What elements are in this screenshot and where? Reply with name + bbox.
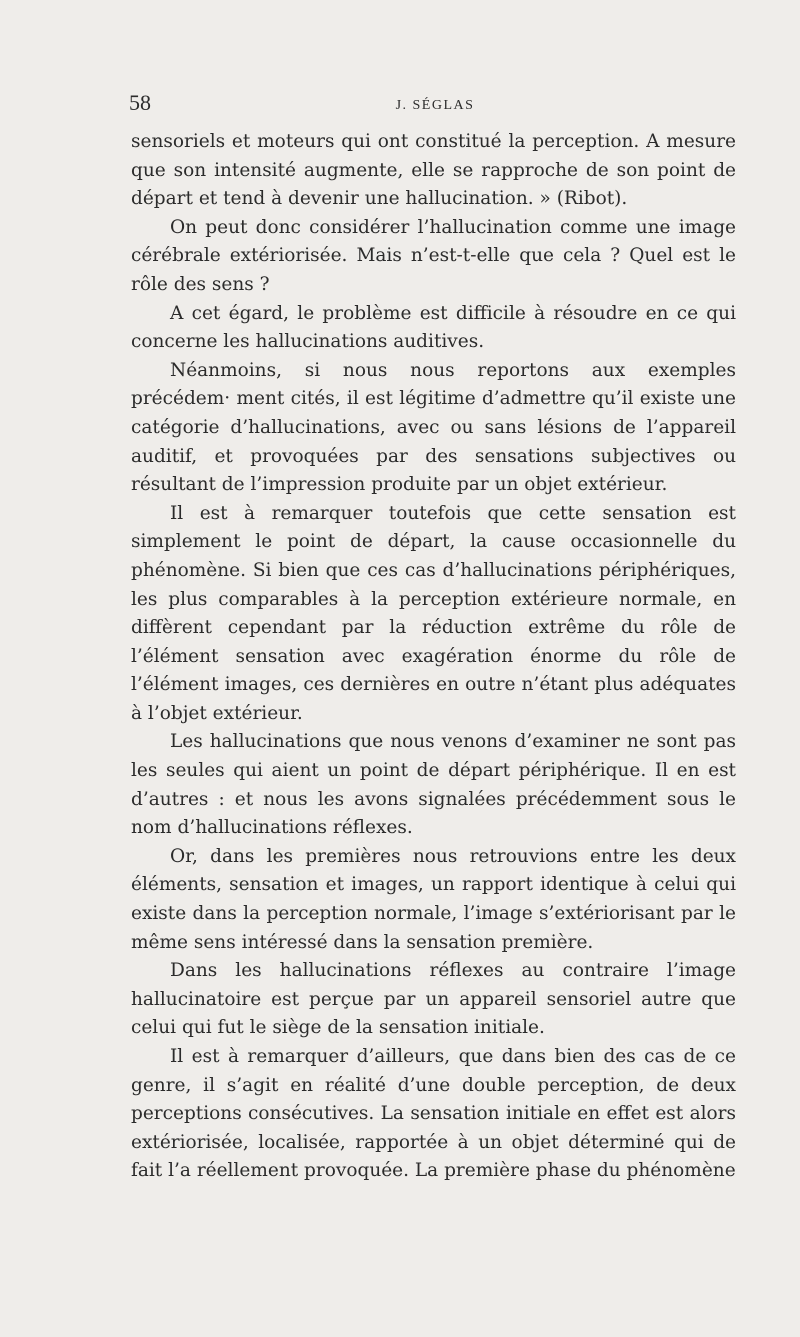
paragraph: Néanmoins, si nous nous reportons aux exemples précédem· ment cités, il est légitime d’admettre qu’il existe une catégorie d’hallucinations, avec ou sans lésions de l’appareil auditif, et provoquées par des sensations subjectives ou résultant de l’impression produite par un objet extérieur. [131, 359, 736, 496]
body-text [131, 128, 736, 1186]
paragraph: sensoriels et moteurs qui ont constitué la perception. A mesure que son intensité augmente, elle se rapproche de son point de départ et tend à devenir une hallucination. » (Ribot). [131, 131, 736, 210]
paragraph: Dans les hallucinations réflexes au contraire l’image hallucinatoire est perçue par un appareil sensoriel autre que celui qui fut le siège de la sensation initiale. [131, 960, 736, 1039]
paragraph: Les hallucinations que nous venons d’examiner ne sont pas les seules qui aient un point de départ périphérique. Il en est d’autres : et nous les avons signalées précédemment sous le nom d’hallucinations réflexes. [131, 731, 736, 839]
paragraph: A cet égard, le problème est difficile à résoudre en ce qui concerne les hallucinations auditives. [131, 302, 736, 353]
paragraph: Il est à remarquer d’ailleurs, que dans bien des cas de ce genre, il s’agit en réalité d’une double perception, de deux perceptions consécutives. La sensation initiale en effet est alors extériorisée, localisée, rapportée à un objet déterminé qui de fait l’a réellement provoquée. La première phase du phénomène [131, 1046, 736, 1182]
paragraph: Il est à remarquer toutefois que cette sensation est simplement le point de départ, la cause occasionnelle du phénomène. Si bien que ces cas d’hallucinations périphériques, les plus comparables à la perception extérieure normale, en diffèrent cependant par la réduction extrême du rôle de l’élément sensation avec exagération énorme du rôle de l’élément images, ces dernières en outre n’étant plus adéquates à l’objet extérieur. [131, 502, 736, 724]
paragraph: On peut donc considérer l’hallucination comme une image cérébrale extériorisée. Mais n’est-t-elle que cela ? Quel est le rôle des sens ? [131, 216, 736, 295]
paragraph: Or, dans les premières nous retrouvions entre les deux éléments, sensation et images, un rapport identique à celui qui existe dans la perception normale, l’image s’extériorisant par le même sens intéressé dans la sensation première. [131, 845, 736, 953]
page-number: 58 [129, 90, 151, 115]
running-head: J. SÉGLAS [395, 98, 475, 113]
